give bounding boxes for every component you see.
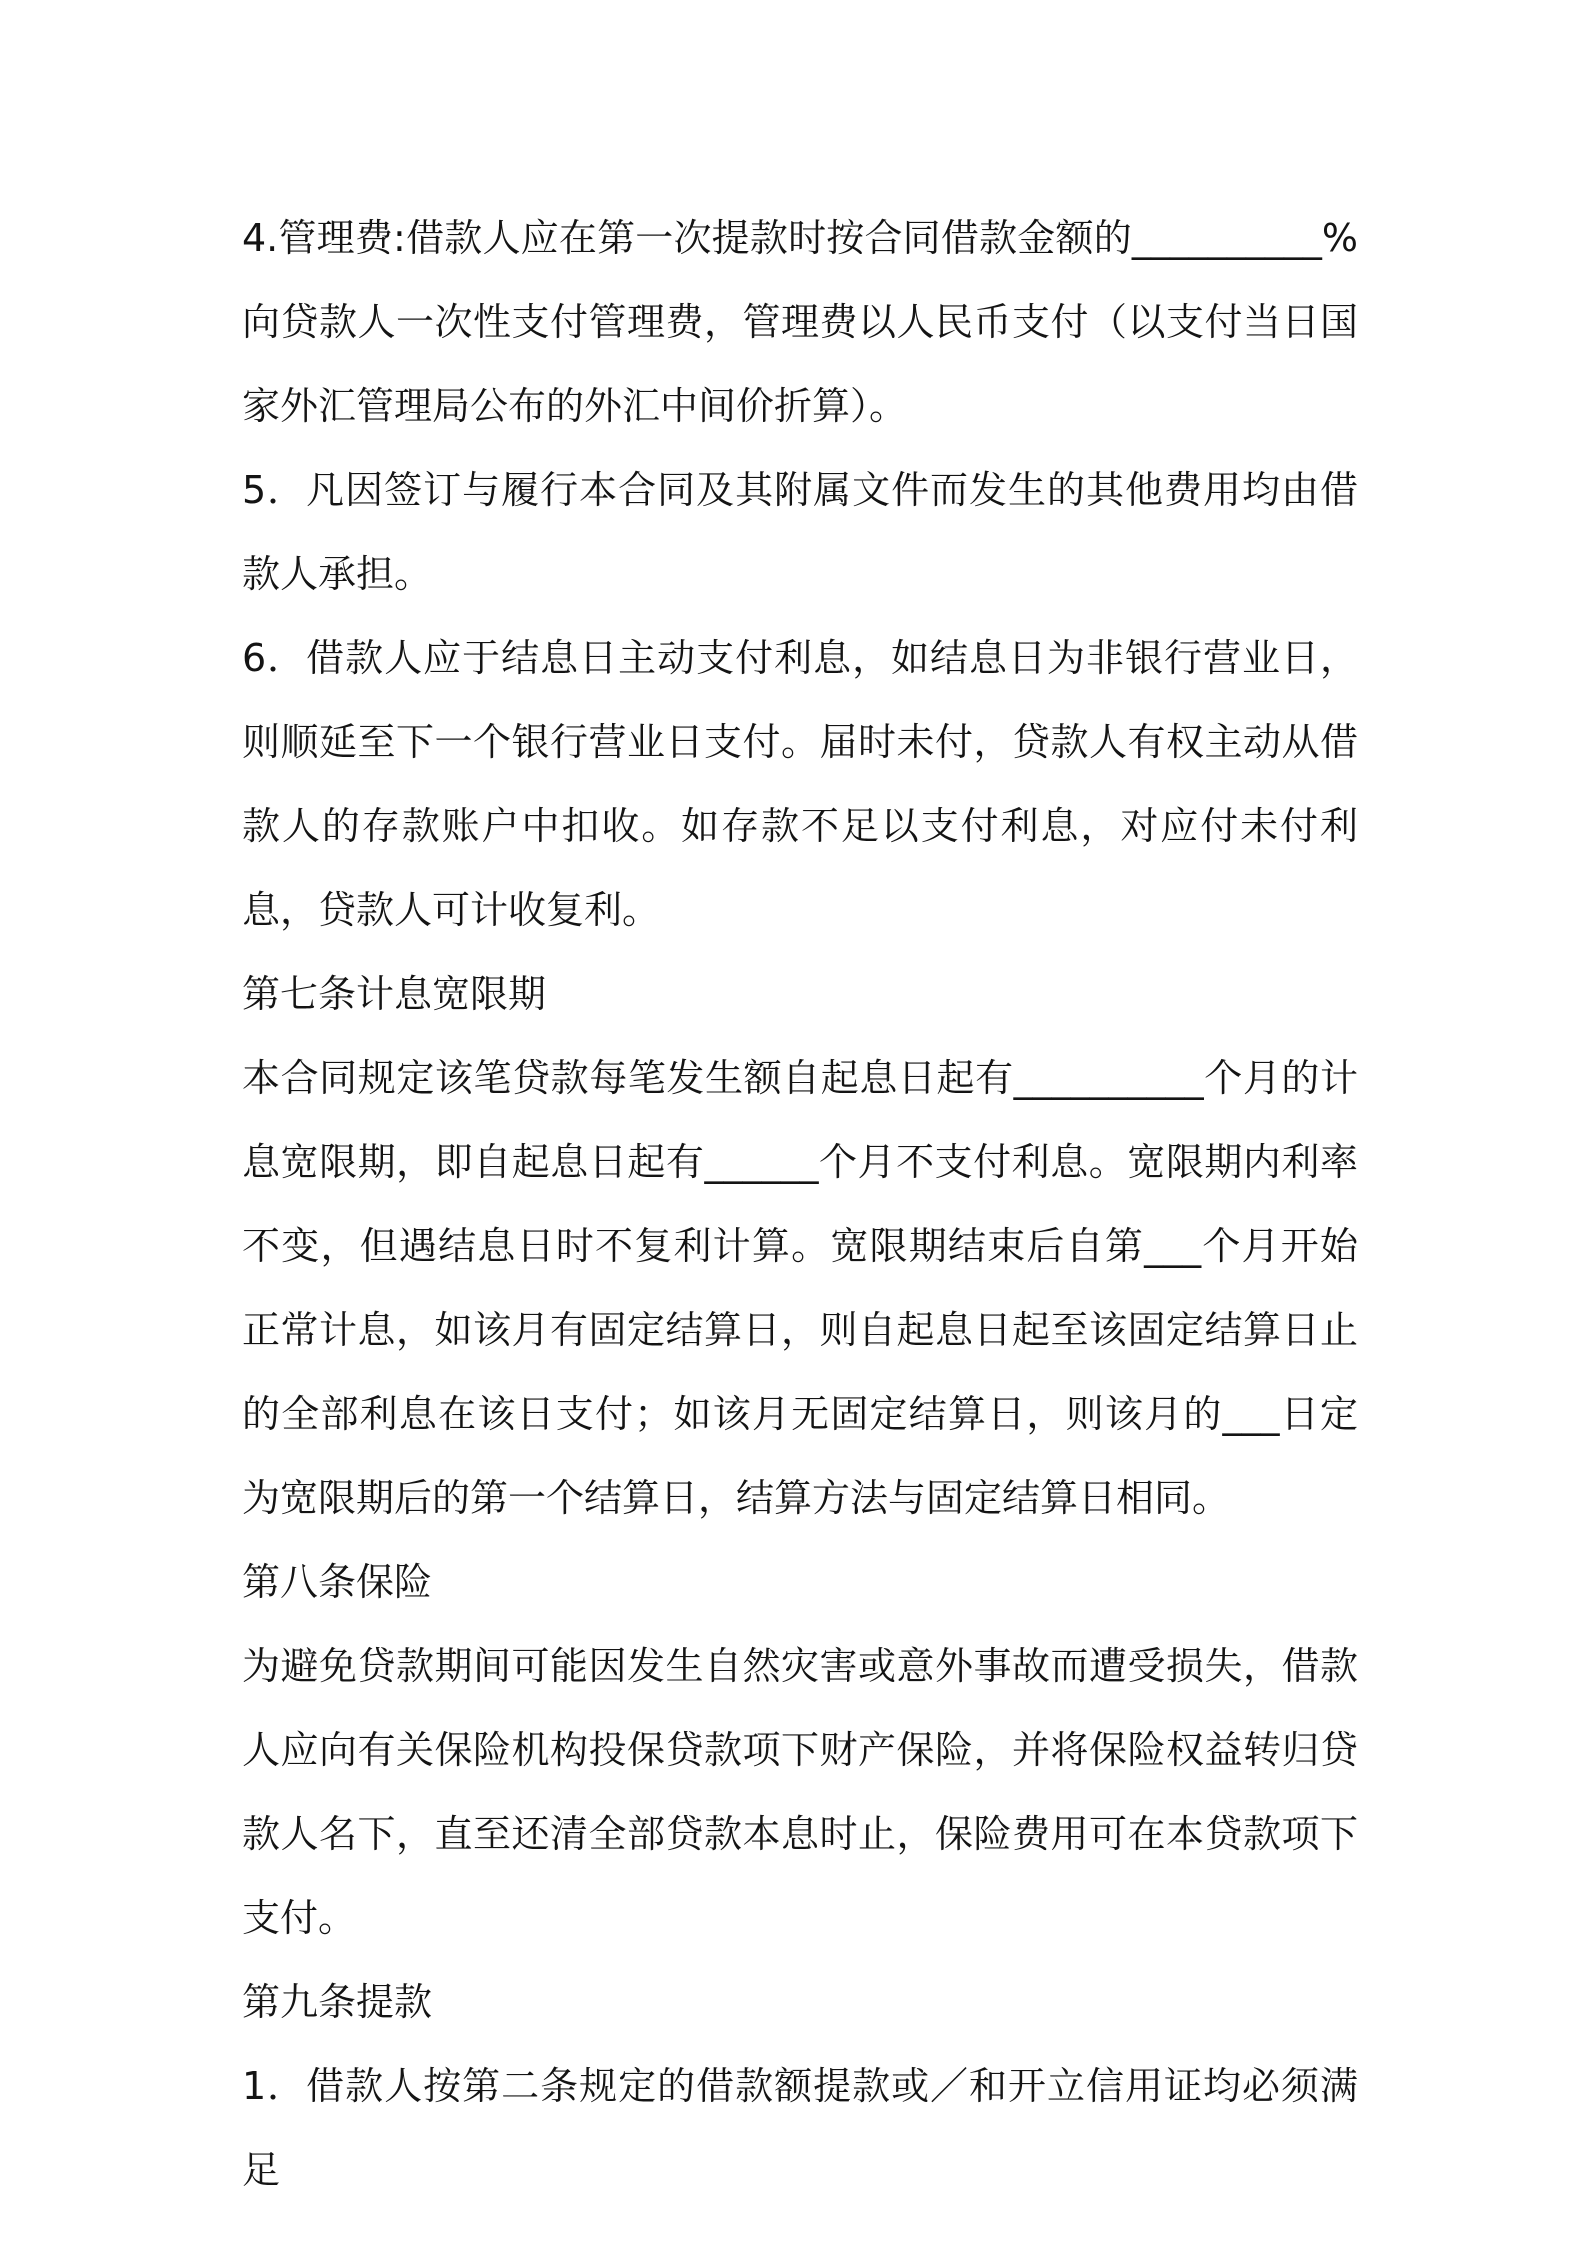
document-body: [242, 196, 1358, 2212]
article-8-body: 为避免贷款期间可能因发生自然灾害或意外事故而遭受损失，借款人应向有关保险机构投保贷款项下财产保险，并将保险权益转归贷款人名下，直至还清全部贷款本息时止，保险费用可在本贷款项下支付。: [242, 1644, 1358, 1940]
article-9-heading: 第九条提款: [242, 1980, 433, 2024]
article-8-heading: 第八条保险: [242, 1560, 433, 1604]
clause-interest-payment: 6．借款人应于结息日主动支付利息，如结息日为非银行营业日，则顺延至下一个银行营业日支付。届时未付，贷款人有权主动从借款人的存款账户中扣收。如存款不足以支付利息，对应付未付利息，贷款人可计收复利。: [242, 636, 1358, 932]
clause-other-fees: 5．凡因签订与履行本合同及其附属文件而发生的其他费用均由借款人承担。: [242, 468, 1358, 596]
article-7-heading: 第七条计息宽限期: [242, 972, 547, 1016]
article-7-body: 本合同规定该笔贷款每笔发生额自起息日起有__________个月的计息宽限期，即自起息日起有______个月不支付利息。宽限期内利率不变，但遇结息日时不复利计算。宽限期结束后自第___个月开始正常计息，如该月有固定结算日，则自起息日起至该固定结算日止的全部利息在该日支付；如该月无固定结算日，则该月的___日定为宽限期后的第一个结算日，结算方法与固定结算日相同。: [242, 1056, 1358, 1520]
clause-management-fee: 4.管理费:借款人应在第一次提款时按合同借款金额的__________%向贷款人一次性支付管理费，管理费以人民币支付（以支付当日国家外汇管理局公布的外汇中间价折算）。: [242, 216, 1358, 428]
article-9-clause-1: 1．借款人按第二条规定的借款额提款或／和开立信用证均必须满足: [242, 2064, 1358, 2192]
